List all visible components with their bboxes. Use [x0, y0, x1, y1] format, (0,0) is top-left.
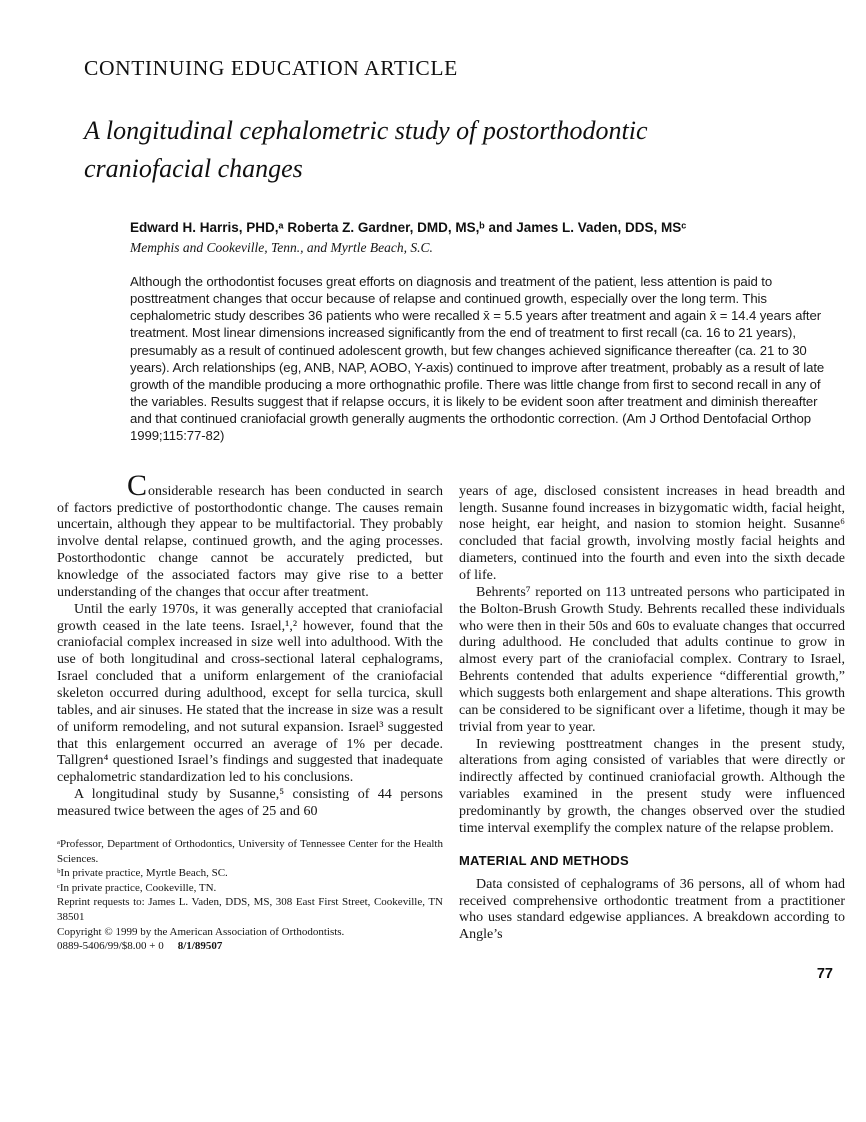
- body-paragraph-7: Data consisted of cephalograms of 36 persons, all of whom had received comprehensive orthodontic treatment from a practitioner who uses standard edgewise appliances. A breakdown according to Angle’s: [459, 876, 845, 943]
- left-column: [57, 468, 443, 982]
- page-number: 77: [816, 966, 833, 983]
- body-paragraph-1: [57, 468, 443, 602]
- abstract-text: Although the orthodontist focuses great efforts on diagnosis and treatment of the patient, less attention is paid to posttreatment changes that occur because of relapse and continued growth, especially over the long term. This cephalometric study describes 36 patients who were recalled x̄ = 5.5 years after treatment and again x̄ = 14.4 years after treatment. Most linear dimensions increased significantly from the end of treatment to first recall (ca. 16 to 21 years), presumably as a result of continued adolescent growth, but few changes achieved significance thereafter (ca. 21 to 30 years). Arch relationships (eg, ANB, NAP, AOBO, Y-axis) continued to improve after treatment, probably as a result of late growth of the mandible producing a more orthognathic profile. There was little change from first to second recall in any of the variables. Results suggest that if relapse occurs, it is likely to be evident soon after treatment and diminish thereafter and that continued craniofacial growth generally augments the orthodontic correction. (Am J Orthod Dentofacial Orthop 1999;115:77-82): [130, 274, 825, 443]
- issn-price-code: 0889-5406/99/$8.00 + 0: [57, 940, 164, 953]
- body-paragraph-6: In reviewing posttreatment changes in the present study, alterations from aging consisted of variables that were directly or indirectly affected by continued craniofacial growth. Although the variables examined in the present study were influenced predominantly by growth, the changes observed over the studied time interval exemplify the complex nature of the relapse problem.: [459, 736, 845, 836]
- article-title: A longitudinal cephalometric study of postorthodontic craniofacial changes: [84, 116, 648, 183]
- right-column: [459, 484, 845, 982]
- byline-block: [130, 220, 838, 443]
- footnote-block: [57, 837, 443, 954]
- footnote-affiliation-c: ᶜIn private practice, Cookeville, TN.: [57, 881, 217, 894]
- drop-cap: C: [127, 468, 149, 502]
- author-line: Edward H. Harris, PHD,ᵃ Roberta Z. Gardner, DMD, MS,ᵇ and James L. Vaden, DDS, MSᶜ: [130, 220, 687, 236]
- body-paragraph-4: years of age, disclosed consistent increases in head breadth and length. Susanne found increases in bizygomatic width, facial height, nose height, ear height, and nasion to stomion height. Susanne⁶ concluded that facial growth, involving mostly facial heights and diameters, continued into the fourth and even into the sixth decade of life.: [459, 483, 845, 583]
- article-id-code: 8/1/89507: [177, 940, 223, 953]
- footnote-affiliation-a: ᵃProfessor, Department of Orthodontics, University of Tennessee Center for the Health Sciences.: [57, 837, 443, 865]
- body-paragraph-5: Behrents⁷ reported on 113 untreated persons who participated in the Bolton-Brush Growth Study. Behrents recalled these individuals who were then in their 50s and 60s to evaluate changes that occurred during adulthood. He concluded that adults continue to grow in almost every part of the craniofacial complex. Contrary to Israel, Behrents contended that adults experience “differential growth,” which suggests both enlargement and shape alterations. This growth can be considered to be significant over a lifetime, though it may be trivial from year to year.: [459, 584, 845, 735]
- affiliation-line: Memphis and Cookeville, Tenn., and Myrtle Beach, S.C.: [130, 240, 433, 256]
- footnote-reprint-requests: Reprint requests to: James L. Vaden, DDS, MS, 308 East First Street, Cookeville, TN 38501: [57, 896, 443, 923]
- body-paragraph-3: A longitudinal study by Susanne,⁵ consisting of 44 persons measured twice between the ages of 25 and 60: [57, 787, 443, 820]
- article-type-heading: CONTINUING EDUCATION ARTICLE: [84, 56, 458, 80]
- footnote-affiliation-b: ᵇIn private practice, Myrtle Beach, SC.: [57, 867, 228, 880]
- body-paragraph-2: Until the early 1970s, it was generally accepted that craniofacial growth ceased in the late teens. Israel,¹,² however, found that the craniofacial complex increased in size well into adulthood. With the use of both longitudinal and cross-sectional lateral cephalograms, Israel concluded that a uniform enlargement of the craniofacial skeleton occurred during adulthood, except for sella turcica, skull tables, and air sinuses. He stated that the increase in size was a result of uniform remodeling, and not sutural expansion. Israel³ suggested that this enlargement occurred an average of 1% per decade. Tallgren⁴ questioned Israel’s findings and suggested that inadequate cephalometric standardization led to his conclusions.: [57, 601, 443, 786]
- footnote-publication-code: [57, 939, 443, 954]
- section-heading-material-and-methods: MATERIAL AND METHODS: [459, 852, 629, 868]
- paragraph-text: onsiderable research has been conducted in search of factors predictive of postorthodontic change. The causes remain uncertain, although they appear to be multifactorial. They probably involve dental relapse, continued growth, and the aging processes. Postorthodontic change cannot be accurately predicted, but knowledge of the associated factors may give rise to a better understanding of the changes that occur after treatment.: [57, 483, 443, 600]
- article-body: [57, 468, 846, 983]
- footnote-copyright: Copyright © 1999 by the American Association of Orthodontists.: [57, 925, 345, 938]
